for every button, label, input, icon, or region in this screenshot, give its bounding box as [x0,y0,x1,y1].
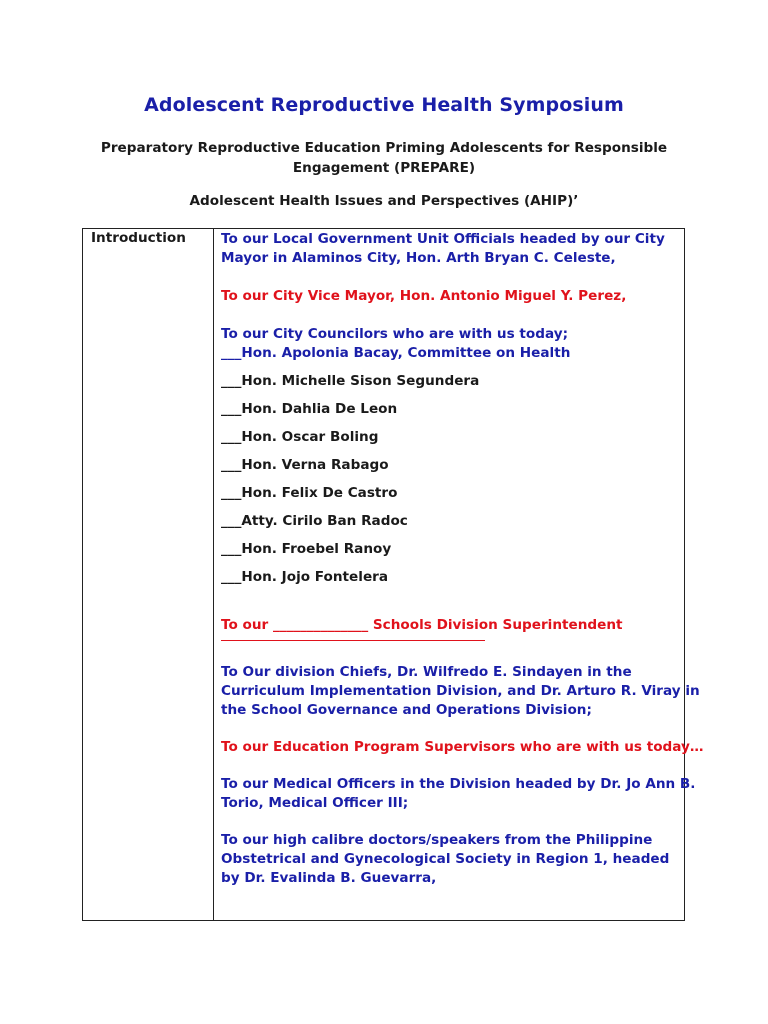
councilor-item: ___Hon. Dahlia De Leon [221,401,398,417]
document-title: Adolescent Reproductive Health Symposium [144,94,624,116]
chiefs-line-1: To Our division Chiefs, Dr. Wilfredo E. Sindayen in the [221,664,632,680]
section-label-introduction: Introduction [91,230,186,246]
subtitle-line-1: Preparatory Reproductive Education Priming Adolescents for Responsible [100,140,668,156]
councilor-item: ___Atty. Cirilo Ban Radoc [221,513,408,529]
subtitle-line-2: Engagement (PREPARE) [292,160,476,176]
table-column-divider [213,228,214,921]
medical-line-1: To our Medical Officers in the Division headed by Dr. Jo Ann B. [221,776,696,792]
vice-mayor-line: To our City Vice Mayor, Hon. Antonio Miguel Y. Perez, [221,288,627,304]
councilor-item: ___Hon. Verna Rabago [221,457,389,473]
sds-line: To our ______________ Schools Division Superintendent [221,617,623,633]
councilor-item: ___Hon. Felix De Castro [221,485,398,501]
eps-line: To our Education Program Supervisors who are with us today… [221,739,704,755]
lgu-line-2: Mayor in Alaminos City, Hon. Arth Bryan C. Celeste, [221,250,616,266]
introduction-content [221,230,704,888]
councilor-item: ___Hon. Froebel Ranoy [221,541,392,557]
chiefs-line-2: Curriculum Implementation Division, and Dr. Arturo R. Viray in [221,683,700,699]
program-subtitle-ahip: Adolescent Health Issues and Perspectives (AHIP)’ [189,193,579,209]
lgu-line-1: To our Local Government Unit Officials headed by our City [221,231,665,247]
chiefs-line-3: the School Governance and Operations Division; [221,702,592,718]
councilor-item: ___Hon. Jojo Fontelera [221,569,389,585]
councilors-intro: To our City Councilors who are with us today; [221,326,569,342]
doctors-line-2: Obstetrical and Gynecological Society in Region 1, headed [221,851,670,867]
doctors-line-3: by Dr. Evalinda B. Guevarra, [221,870,437,886]
program-subtitle [100,138,668,178]
sds-name-blank-rule [221,640,485,641]
councilor-item: ___Hon. Michelle Sison Segundera [221,373,480,389]
doctors-line-1: To our high calibre doctors/speakers from the Philippine [221,832,653,848]
medical-line-2: Torio, Medical Officer III; [221,795,409,811]
councilor-health-committee: ___Hon. Apolonia Bacay, Committee on Health [221,345,571,361]
councilor-item: ___Hon. Oscar Boling [221,429,379,445]
